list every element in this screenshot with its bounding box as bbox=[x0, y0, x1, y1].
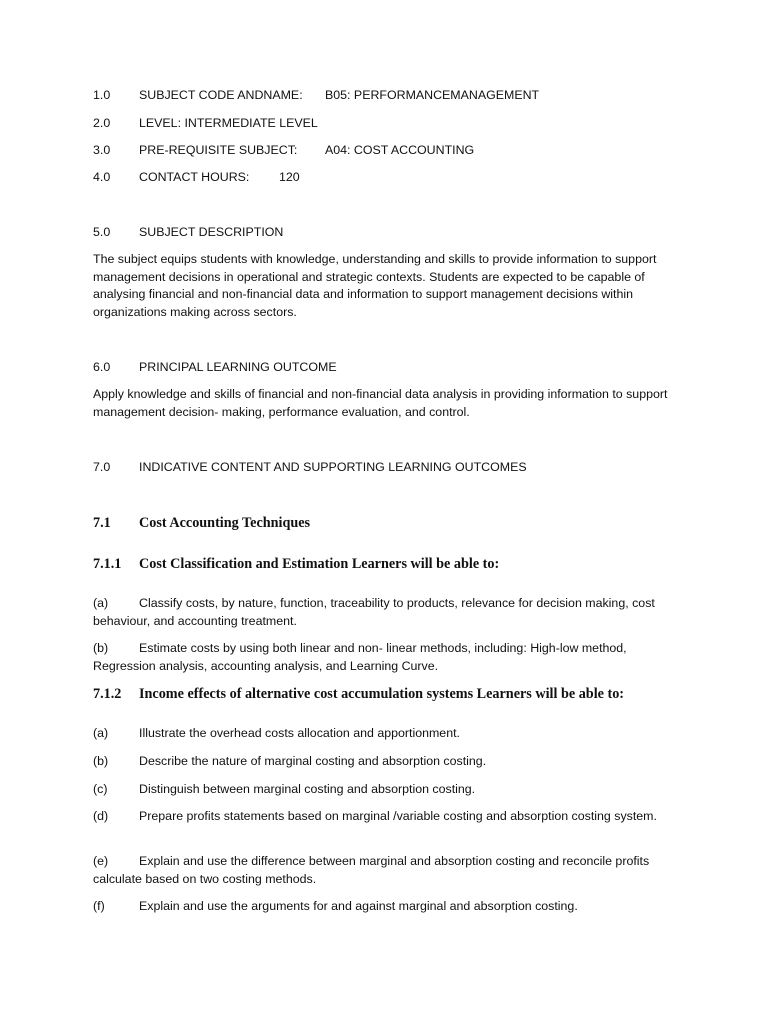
section-heading-7 bbox=[93, 459, 527, 476]
meta-line-prerequisite bbox=[93, 142, 475, 159]
item-tag: (c) bbox=[93, 782, 108, 796]
list-item bbox=[93, 808, 668, 826]
heading-title: Income effects of alternative cost accumulation systems Learners will be able to: bbox=[139, 686, 625, 702]
meta-line-contact-hours bbox=[93, 169, 300, 186]
list-item bbox=[93, 753, 668, 771]
list-item bbox=[93, 595, 668, 630]
item-tag: (d) bbox=[93, 809, 109, 823]
meta-label: SUBJECT CODE ANDNAME: bbox=[139, 88, 303, 102]
section-heading-6 bbox=[93, 359, 337, 376]
heading-title: Cost Classification and Estimation Learners will be able to: bbox=[139, 556, 500, 572]
principal-outcome-text: Apply knowledge and skills of financial and non-financial data analysis in providing information to support management decision- making, performance evaluation, and control. bbox=[93, 387, 668, 419]
section-title: PRINCIPAL LEARNING OUTCOME bbox=[139, 360, 337, 374]
heading-num: 7.1.1 bbox=[93, 556, 122, 572]
meta-label: PRE-REQUISITE SUBJECT: bbox=[139, 143, 298, 157]
item-text: Distinguish between marginal costing and absorption costing. bbox=[139, 782, 476, 796]
item-tag: (b) bbox=[93, 641, 109, 655]
heading-num: 7.1.2 bbox=[93, 686, 122, 702]
section-title: SUBJECT DESCRIPTION bbox=[139, 225, 284, 239]
list-item bbox=[93, 640, 668, 675]
meta-num: 4.0 bbox=[93, 170, 111, 184]
subject-description-text: The subject equips students with knowledge, understanding and skills to provide information to support management decisions in operational and strategic contexts. Students are expected to be capable of analysing financial and non-financial data and information to support management decisions within organizations making across sectors. bbox=[93, 252, 657, 319]
item-tag: (a) bbox=[93, 596, 109, 610]
heading-title: Cost Accounting Techniques bbox=[139, 515, 311, 531]
list-item bbox=[93, 725, 668, 743]
meta-value: 120 bbox=[279, 170, 300, 184]
meta-label: LEVEL: INTERMEDIATE LEVEL bbox=[139, 116, 318, 130]
heading-num: 7.1 bbox=[93, 515, 111, 531]
list-item bbox=[93, 853, 668, 888]
list-item bbox=[93, 898, 668, 916]
item-tag: (e) bbox=[93, 854, 109, 868]
section-num: 7.0 bbox=[93, 460, 111, 474]
item-text: Estimate costs by using both linear and non- linear methods, including: High-low method, Regression analysis, accounting analysis, and Learning Curve. bbox=[93, 641, 627, 673]
item-tag: (b) bbox=[93, 754, 109, 768]
meta-num: 3.0 bbox=[93, 143, 111, 157]
meta-label: CONTACT HOURS: bbox=[139, 170, 250, 184]
section-num: 6.0 bbox=[93, 360, 111, 374]
section-heading-5 bbox=[93, 224, 284, 241]
item-text: Explain and use the difference between marginal and absorption costing and reconcile profits calculate based on two costing methods. bbox=[93, 854, 650, 886]
item-text: Prepare profits statements based on marginal /variable costing and absorption costing system. bbox=[139, 809, 657, 823]
section-title: INDICATIVE CONTENT AND SUPPORTING LEARNING OUTCOMES bbox=[139, 460, 527, 474]
meta-value: A04: COST ACCOUNTING bbox=[325, 143, 475, 157]
item-tag: (a) bbox=[93, 726, 109, 740]
meta-num: 2.0 bbox=[93, 116, 111, 130]
meta-value: B05: PERFORMANCEMANAGEMENT bbox=[325, 88, 540, 102]
item-text: Classify costs, by nature, function, traceability to products, relevance for decision making, cost behaviour, and accounting treatment. bbox=[93, 596, 655, 628]
item-tag: (f) bbox=[93, 899, 105, 913]
list-item bbox=[93, 781, 668, 799]
meta-line-subject bbox=[93, 87, 540, 104]
item-text: Illustrate the overhead costs allocation and apportionment. bbox=[139, 726, 460, 740]
item-text: Describe the nature of marginal costing and absorption costing. bbox=[139, 754, 487, 768]
item-text: Explain and use the arguments for and against marginal and absorption costing. bbox=[139, 899, 578, 913]
section-num: 5.0 bbox=[93, 225, 111, 239]
meta-line-level bbox=[93, 115, 318, 132]
meta-num: 1.0 bbox=[93, 88, 111, 102]
